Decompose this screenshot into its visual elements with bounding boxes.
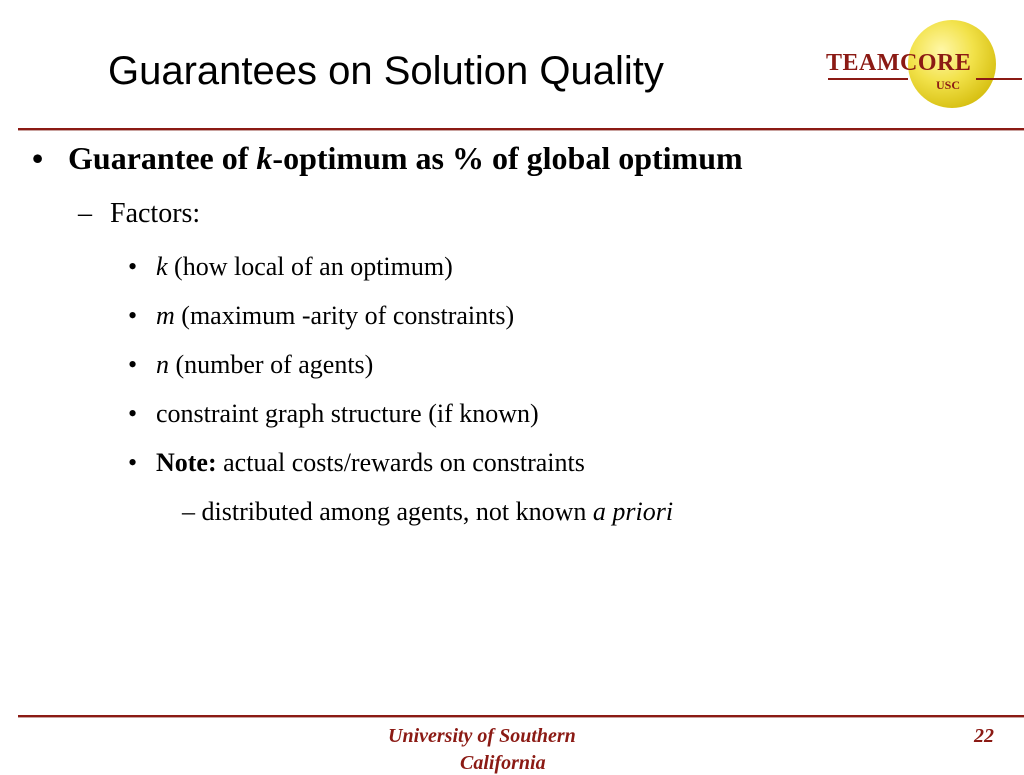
factors-label: Factors: — [110, 198, 201, 229]
logo-subtext: USC — [936, 78, 961, 92]
note-label: Note: — [156, 448, 217, 477]
dash-mark: – — [78, 198, 92, 229]
sub-note-text: distributed among agents, not known — [195, 497, 593, 526]
sub-note-distributed — [182, 497, 673, 527]
factor-item-note — [128, 448, 585, 478]
slide-title: Guarantees on Solution Quality — [108, 49, 664, 93]
factor-item-n — [128, 350, 373, 380]
dash-mark: – — [182, 497, 195, 526]
factor-item-graph — [128, 399, 539, 429]
bullet-mark: • — [128, 252, 138, 281]
main-text-pre: Guarantee of — [68, 140, 257, 176]
factor-text: (maximum -arity of constraints) — [174, 301, 515, 330]
main-text-post: -optimum as % of global optimum — [272, 140, 743, 176]
logo-underline-right — [976, 78, 1022, 80]
factor-text: (how local of an optimum) — [167, 252, 453, 281]
bullet-mark: • — [128, 399, 138, 428]
factor-text: constraint graph structure (if known) — [156, 399, 539, 428]
logo-wordmark: TEAMCORE — [826, 50, 972, 76]
factor-var: k — [156, 252, 168, 281]
factor-var: n — [156, 350, 169, 379]
footer-institution: University of Southern — [388, 725, 576, 747]
bullet-mark: • — [128, 301, 138, 330]
bullet-mark: • — [128, 350, 138, 379]
factor-text: (number of agents) — [169, 350, 374, 379]
factor-var: m — [156, 301, 175, 330]
bullet-mark: • — [32, 140, 44, 176]
footer-rule — [18, 715, 1024, 718]
factor-item-k — [128, 252, 453, 282]
header-rule — [18, 128, 1024, 131]
factor-item-m — [128, 301, 514, 331]
sub-note-italic: a priori — [592, 497, 674, 526]
main-text-italic: k — [256, 140, 273, 176]
factor-text: actual costs/rewards on constraints — [216, 448, 585, 477]
logo-underline-left — [828, 78, 908, 80]
sub-bullet-factors — [78, 198, 200, 230]
bullet-main — [32, 140, 743, 177]
page-number: 22 — [974, 725, 994, 747]
footer-institution-line2: California — [460, 752, 546, 774]
bullet-mark: • — [128, 448, 138, 477]
teamcore-logo — [826, 20, 1024, 112]
